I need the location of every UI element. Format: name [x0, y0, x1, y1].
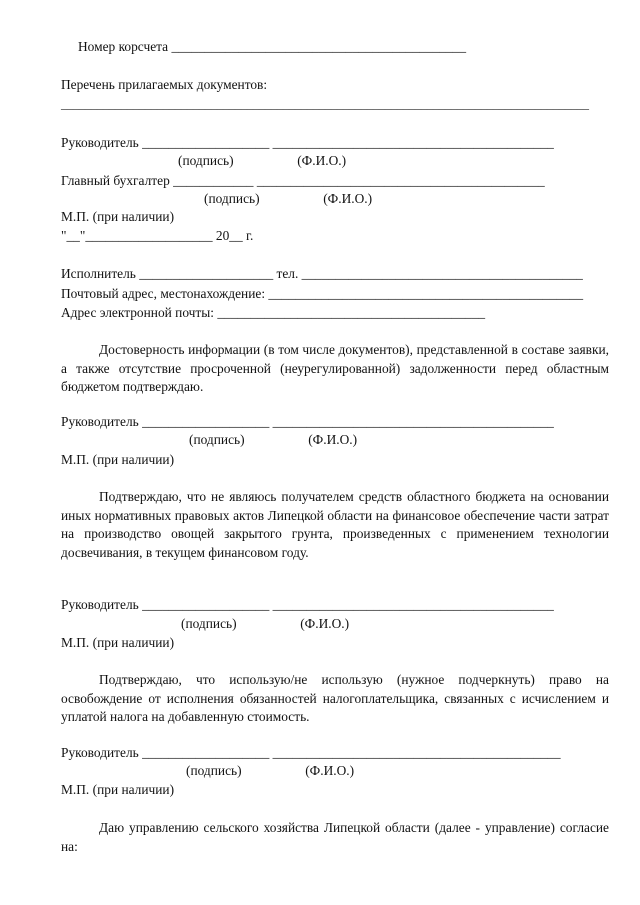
confirm2-caption: (подпись) (Ф.И.О.): [181, 616, 350, 631]
head-signature-line: Руководитель ___________________ __________________________________________: [61, 135, 554, 150]
confirm1-head-line: Руководитель ___________________ __________________________________________: [61, 414, 554, 429]
executor-line: Исполнитель ____________________ тел. __________________________________________: [61, 266, 583, 281]
attached-docs-label: Перечень прилагаемых документов:: [61, 77, 268, 92]
confirmation-no-funds: Подтверждаю, что не являюсь получателем средств областного бюджета на основании иных нормативных правовых актов Липецкой области на финансовое обеспечение части затрат на производство овощей закрытого грунта, произведенных с применением технологии досвечивания, в текущем финансовом году.: [61, 489, 609, 560]
consent-paragraph: Даю управлению сельского хозяйства Липецкой области (далее - управление) согласие на:: [61, 820, 609, 854]
confirmation-accuracy: Достоверность информации (в том числе документов), представленной в составе заявки, а также отсутствие просроченной (неурегулированной) задолженности перед областным бюджетом подтверждаю.: [61, 342, 609, 394]
postal-address-line: Почтовый адрес, местонахождение: _______________________________________________: [61, 286, 584, 301]
corr-account-field: Номер корсчета ____________________________________________: [78, 39, 467, 54]
confirm3-stamp: М.П. (при наличии): [61, 782, 175, 797]
confirm3-caption: (подпись) (Ф.И.О.): [186, 763, 355, 778]
confirm1-caption: (подпись) (Ф.И.О.): [189, 432, 358, 447]
email-line: Адрес электронной почты: ________________________________________: [61, 305, 486, 320]
stamp-note: М.П. (при наличии): [61, 209, 175, 224]
attached-docs-line: ________________________________________________________________________________________: [61, 97, 589, 111]
confirmation-vat: Подтверждаю, что использую/не использую (нужное подчеркнуть) право на освобождение от исполнения обязанностей налогоплательщика, связанных с исчислением и уплатой налога на добавленную стоимость.: [61, 672, 609, 724]
confirm1-stamp: М.П. (при наличии): [61, 452, 175, 467]
confirm2-stamp: М.П. (при наличии): [61, 635, 175, 650]
confirm3-head-line: Руководитель ___________________ ___________________________________________: [61, 745, 561, 760]
accountant-signature-caption: (подпись) (Ф.И.О.): [204, 191, 373, 206]
head-signature-caption: (подпись) (Ф.И.О.): [178, 153, 347, 168]
accountant-signature-line: Главный бухгалтер ____________ ___________________________________________: [61, 173, 545, 188]
date-line: "__"___________________ 20__ г.: [61, 228, 254, 243]
confirm2-head-line: Руководитель ___________________ __________________________________________: [61, 597, 554, 612]
